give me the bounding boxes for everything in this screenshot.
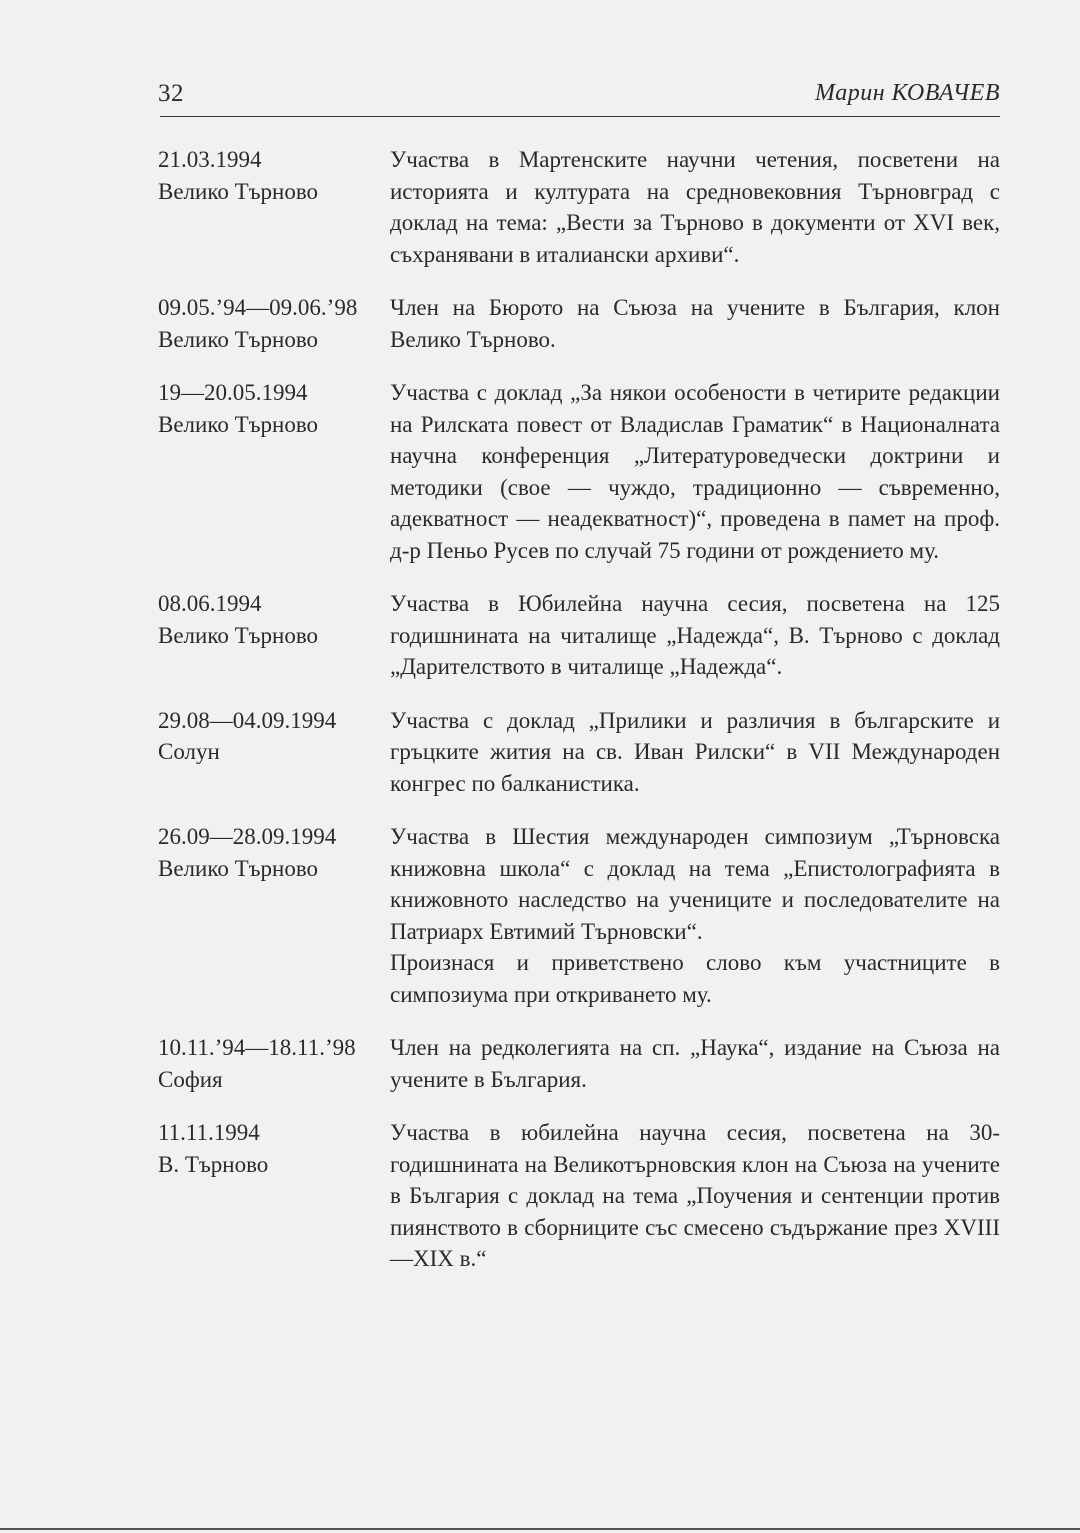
header-rule [160, 116, 1000, 117]
entry-meta [158, 705, 390, 800]
entry-text [390, 588, 1000, 683]
running-head: Марин КОВАЧЕВ [815, 80, 1000, 106]
entry-place: В. Търново [158, 1151, 269, 1177]
entry-paragraph: Участва в Юбилейна научна сесия, посветена на 125 годишнината на читалище „Надежда“, В. Търново с доклад „Дарителството в читалище „Надежда“. [390, 591, 1000, 679]
page-header [158, 80, 1000, 114]
entry-date: 09.05.’94—09.06.’98 [158, 295, 358, 320]
chronology-entry [158, 705, 1000, 800]
chronology-entry [158, 292, 1000, 355]
entry-date: 26.09—28.09.1994 [158, 824, 337, 849]
entry-text [390, 377, 1000, 566]
entry-date: 10.11.’94—18.11.’98 [158, 1035, 356, 1060]
page-number: 32 [158, 80, 184, 107]
entry-paragraph: Участва в Мартенските научни четения, посветени на историята и културата на средновековния Търновград с доклад на тема: „Вести за Търново в документи от XVI век, съхранявани в италиански архиви“. [390, 147, 1000, 267]
chronology-entry [158, 1117, 1000, 1275]
entry-meta [158, 144, 390, 270]
entry-paragraph: Участва с доклад „Прилики и различия в българските и гръцките жития на св. Иван Рилски“ в VII Международен конгрес по балканистика. [390, 707, 1000, 796]
entry-meta [158, 292, 390, 355]
entry-place: София [158, 1066, 223, 1092]
entry-meta [158, 1032, 390, 1095]
entry-date: 11.11.1994 [158, 1120, 260, 1145]
chronology-entry [158, 821, 1000, 1010]
entry-paragraph: Участва в юбилейна научна сесия, посветена на 30-годишнината на Великотърновския клон на Съюза на учените в България с доклад на тема „Поучения и сентенции против пиянството в сборниците със смесено съдържание през XVIII—XIX в.“ [390, 1120, 1000, 1271]
entry-meta [158, 821, 390, 1010]
chronology-entry [158, 1032, 1000, 1095]
entry-meta [158, 588, 390, 683]
chronology-entry [158, 377, 1000, 566]
entry-place: Велико Търново [158, 326, 319, 352]
entry-paragraph: Участва с доклад „За някои особености в четирите редакции на Рилската повест от Владислав Граматик“ в Националната научна конференция „Литературоведчески доктрини и методики (свое — чуждо, традиционно — съвременно, адекватност — неадекватност)“, проведена в памет на проф. д-р Пеньо Русев по случай 75 години от рождението му. [390, 380, 1000, 563]
entry-paragraph: Участва в Шестия международен симпозиум „Търновска книжовна школа“ с доклад на тема „Епистолографията в книжовното наследство на учениците и последователите на Патриарх Евтимий Търновски“. [390, 824, 1000, 944]
entry-text [390, 1032, 1000, 1095]
entry-text [390, 705, 1000, 800]
entry-paragraph: Член на редколегията на сп. „Наука“, издание на Съюза на учените в България. [390, 1035, 1000, 1092]
entry-place: Велико Търново [158, 622, 319, 648]
entry-place: Солун [158, 739, 220, 764]
entry-text [390, 144, 1000, 270]
entry-date: 21.03.1994 [158, 147, 262, 172]
entry-paragraph: Член на Бюрото на Съюза на учените в България, клон Велико Търново. [390, 295, 1000, 352]
entry-paragraph-extra: Произнася и приветствено слово към участниците в симпозиума при откриването му. [390, 950, 1000, 1007]
entry-place: Велико Търново [158, 411, 319, 437]
chronology-entry [158, 144, 1000, 270]
entry-text [390, 292, 1000, 355]
bottom-edge-rule [0, 1528, 1080, 1530]
chronology-entry [158, 588, 1000, 683]
entry-date: 08.06.1994 [158, 591, 262, 616]
entry-meta [158, 377, 390, 566]
entry-text [390, 821, 1000, 1010]
entry-meta [158, 1117, 390, 1275]
entry-place: Велико Търново [158, 855, 319, 881]
entry-text [390, 1117, 1000, 1275]
entry-date: 29.08—04.09.1994 [158, 707, 337, 733]
entry-place: Велико Търново [158, 178, 319, 204]
chronology-list [158, 144, 1000, 1297]
entry-date: 19—20.05.1994 [158, 380, 308, 405]
